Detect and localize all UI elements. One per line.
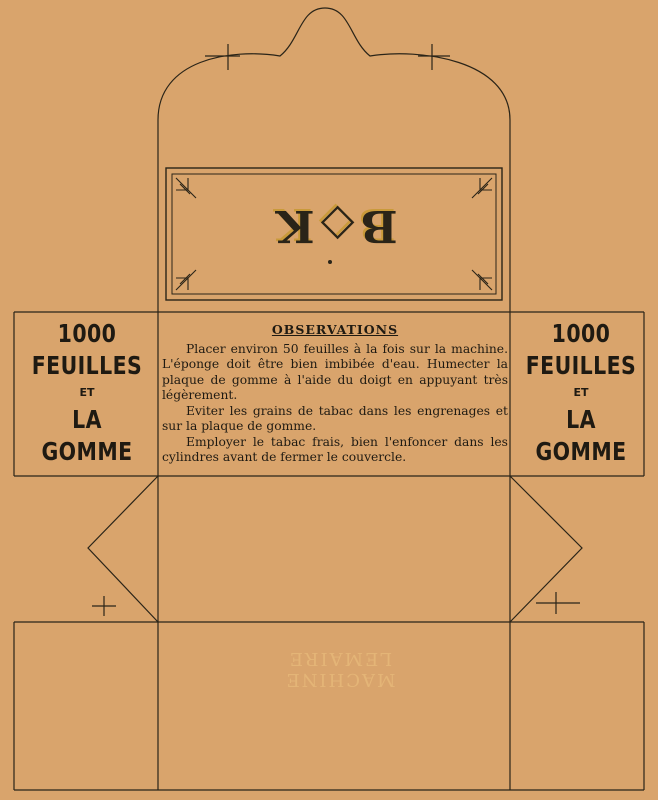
observation-paragraph: Employer le tabac frais, bien l'enfoncer dans les cylindres avant de fermer le couvercle.: [162, 434, 508, 464]
gomme-label: LA GOMME: [535, 405, 627, 466]
observations-panel: [162, 322, 508, 466]
side-panel-right: [510, 318, 652, 468]
right-glue-flap: [510, 476, 582, 622]
count-label: 1000: [57, 319, 117, 348]
feuilles-label: FEUILLES: [525, 351, 637, 380]
observations-body: [162, 342, 508, 466]
left-glue-flap: [88, 476, 158, 622]
gomme-label: LA GOMME: [41, 405, 133, 466]
observations-title: OBSERVATIONS: [271, 322, 399, 337]
side-panel-left: [16, 318, 158, 468]
et-label: ET: [573, 386, 589, 399]
ghost-imprint-text: MACHINE LEMAIRE: [284, 648, 396, 690]
logo-panel: [170, 172, 498, 296]
feuilles-label: FEUILLES: [31, 351, 143, 380]
bk-logo: B◇K: [270, 200, 398, 251]
observation-paragraph: Eviter les grains de tabac dans les engrenages et sur la plaque de gomme.: [162, 403, 508, 433]
et-label: ET: [79, 386, 95, 399]
observation-paragraph: Placer environ 50 feuilles à la fois sur la machine. L'éponge doit être bien imbibée d'eau. Humecter la plaque de gomme à l'aide du doigt en appuyant très légèrement.: [162, 341, 508, 402]
count-label: 1000: [551, 319, 611, 348]
